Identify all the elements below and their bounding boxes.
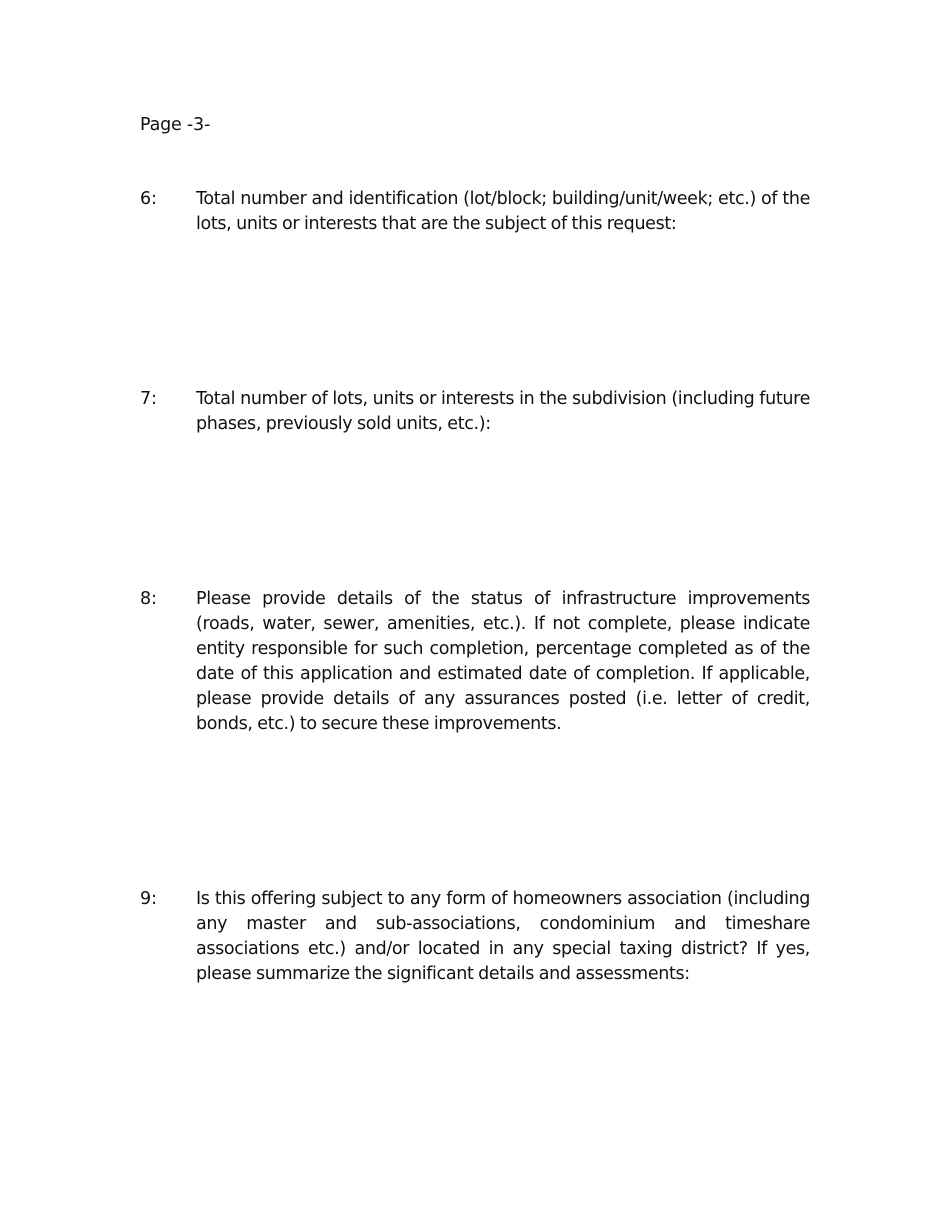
question-number: 9:	[140, 889, 158, 909]
question-text: Please provide details of the status of infrastructure improvements (roads, water, sewer, amenities, etc.). If not complete, please indicate entity responsible for such completion, percentage completed as of the date of this application and estimated date of completion. If applicable, please provide details of any assurances posted (i.e. letter of credit, bonds, etc.) to secure these improvements.	[196, 589, 810, 734]
question-number: 6:	[140, 189, 158, 209]
question-text: Is this offering subject to any form of homeowners association (including any master and sub-associations, condominium and timeshare associations etc.) and/or located in any special taxing district? If yes, please summarize the significant details and assessments:	[196, 889, 810, 984]
page-number-label: Page -3-	[140, 115, 211, 135]
question-text: Total number of lots, units or interests in the subdivision (including future phases, previously sold units, etc.):	[196, 389, 810, 434]
question-number: 7:	[140, 389, 158, 409]
question-text: Total number and identification (lot/block; building/unit/week; etc.) of the lots, units or interests that are the subject of this request:	[196, 189, 810, 234]
question-number: 8:	[140, 589, 158, 609]
